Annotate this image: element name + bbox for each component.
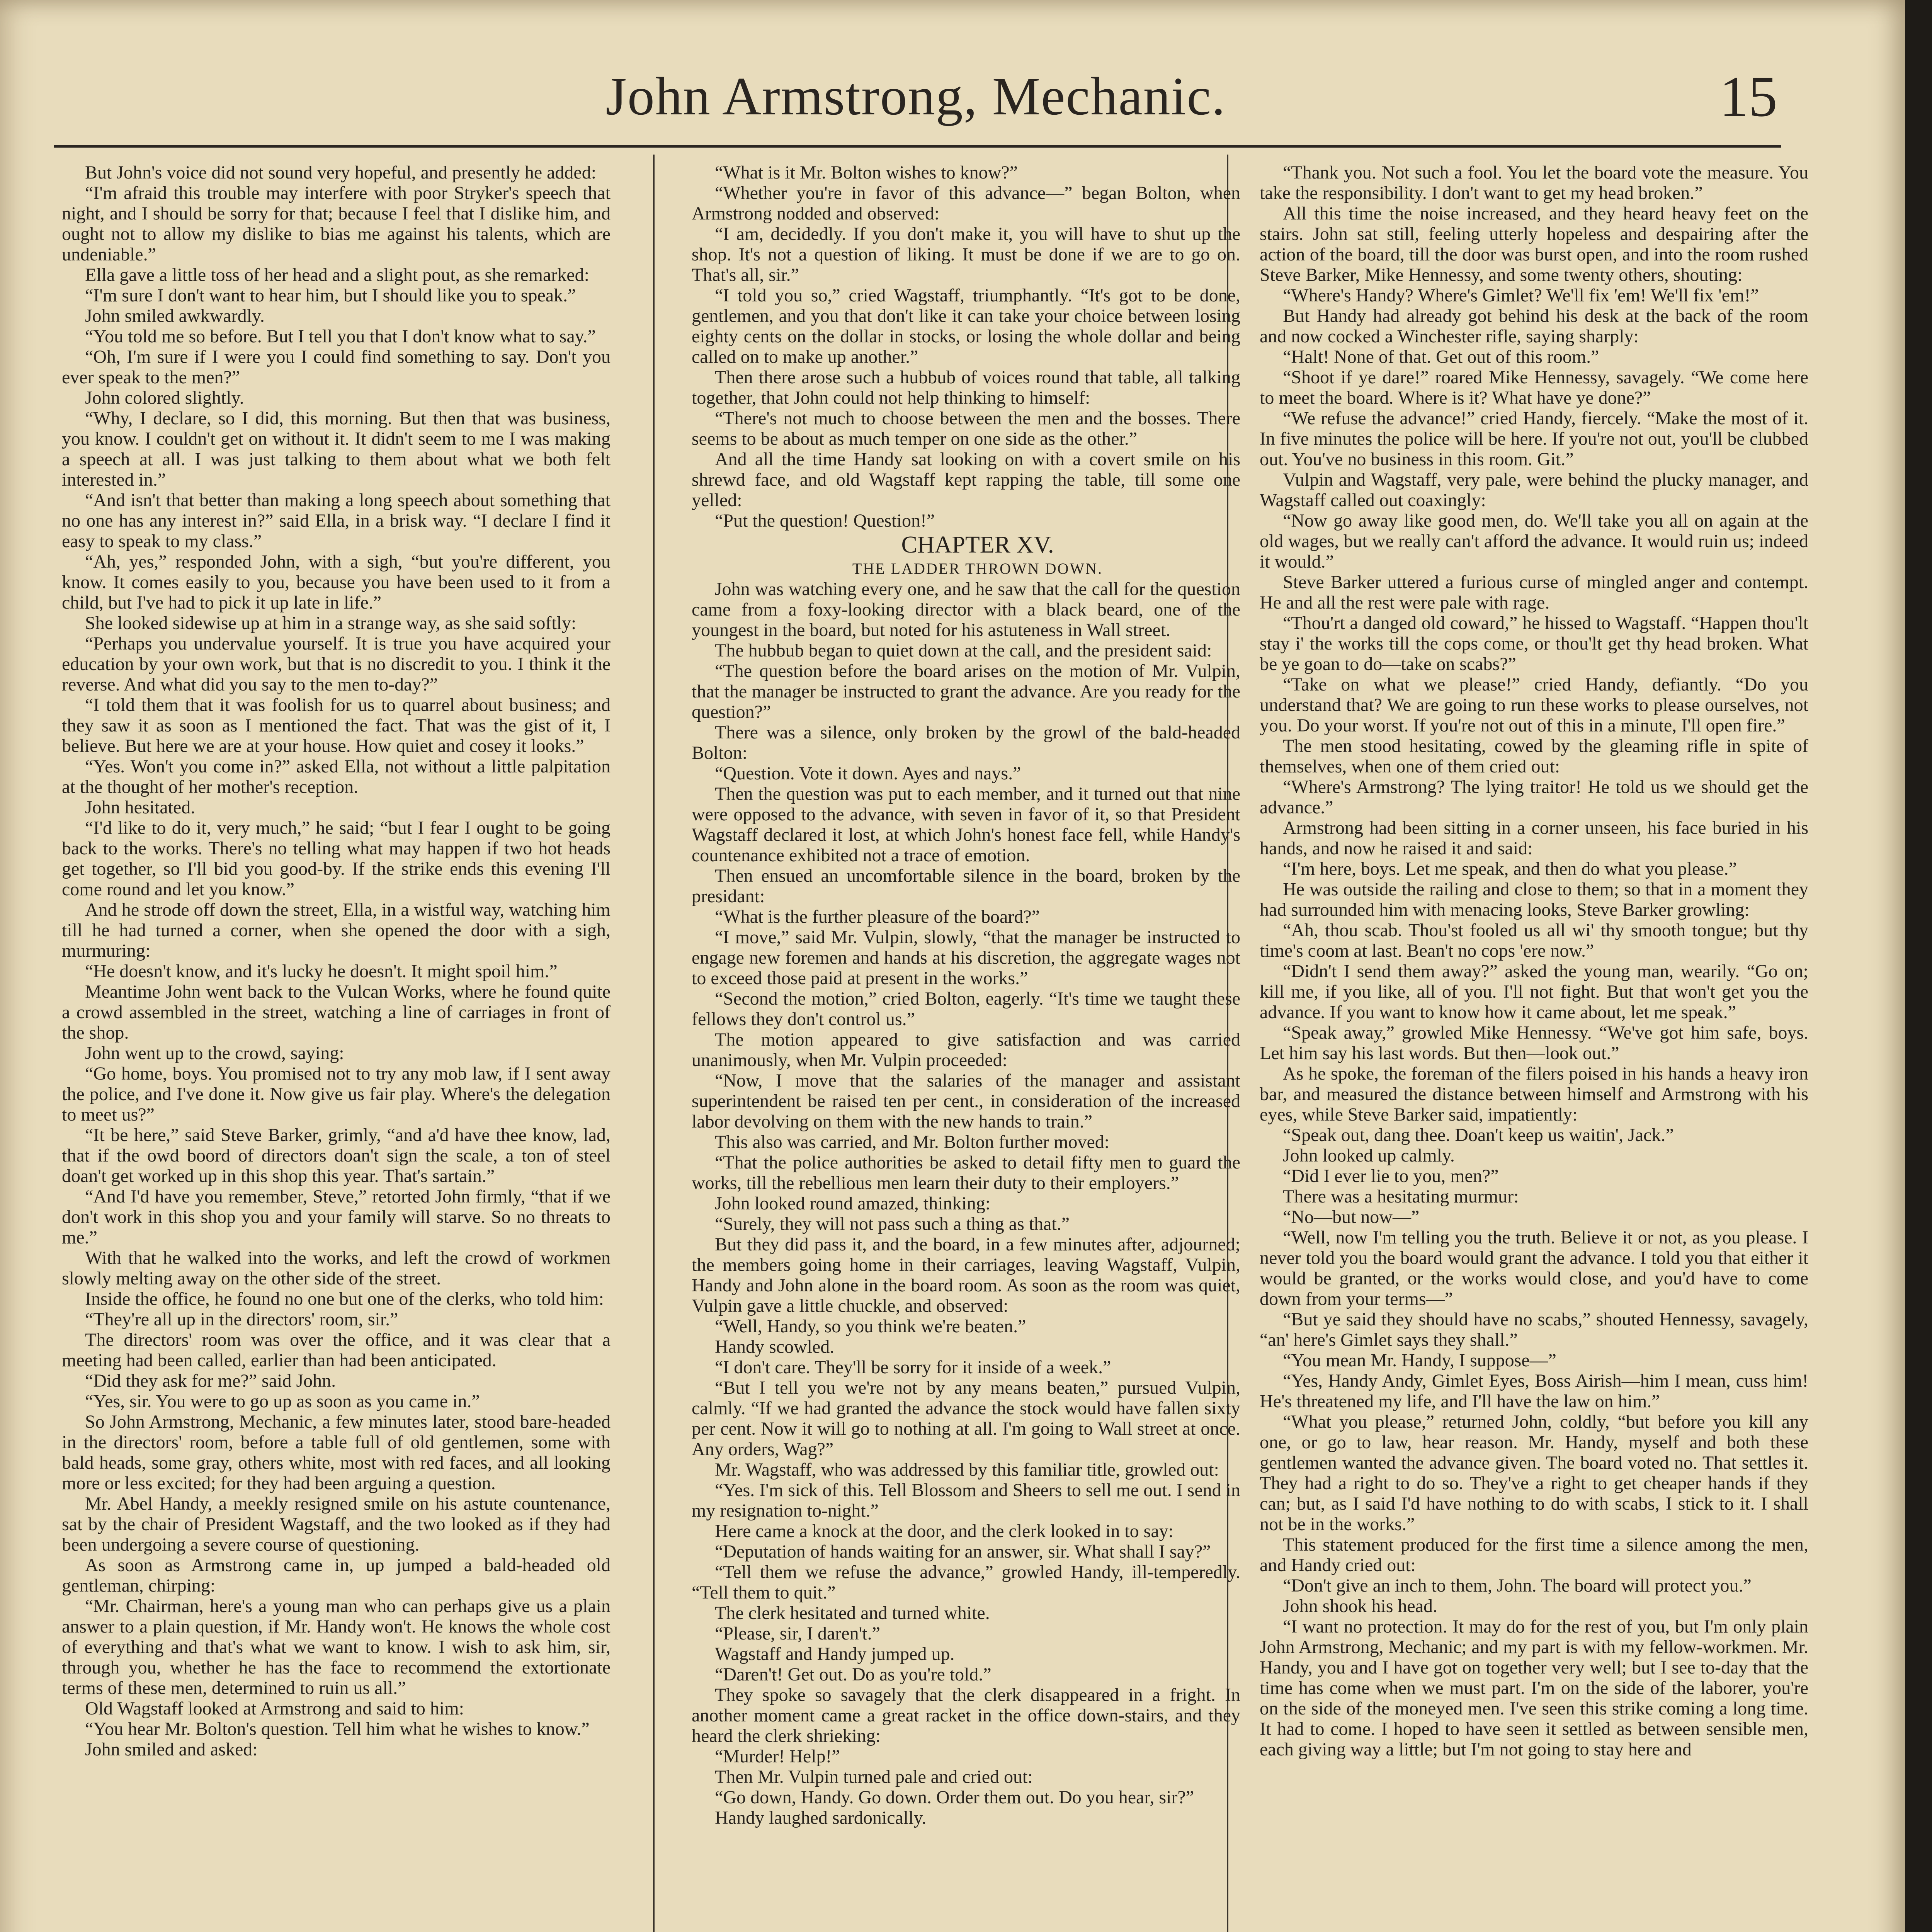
paragraph: Then Mr. Vulpin turned pale and cried out: <box>715 1767 1033 1787</box>
paragraph: “I want no protection. It may do for the rest of you, but I'm only plain John Armstrong, Mechanic; and my part is with my fellow-workmen. Mr. Handy, you and I have got on together very well; but I see to-day that the time has come when we must part. I'm on the side of the laborer, you're on the side of the moneyed men. I've seen this strike coming a long time. It had to come. I hoped to have seen it settled as between sensible men, each giving way a little; but I'm not going to stay here and <box>1260 1616 1808 1760</box>
paragraph: “Tell them we refuse the advance,” growled Handy, ill-temperedly. “Tell them to quit.” <box>692 1562 1240 1603</box>
paragraph: Old Wagstaff looked at Armstrong and said to him: <box>85 1698 464 1719</box>
paragraph: Then the question was put to each member, and it turned out that nine were opposed to the advance, with seven in favor of it, so that President Wagstaff declared it lost, at which John's honest face fell, while Handy's countenance exhibited not a trace of emotion. <box>692 784 1240 866</box>
paragraph: “Did I ever lie to you, men?” <box>1283 1166 1499 1186</box>
paragraph: She looked sidewise up at him in a strange way, as she said softly: <box>85 613 577 633</box>
paragraph: So John Armstrong, Mechanic, a few minutes later, stood bare-headed in the directors' room, before a table full of old gentlemen, some with bald heads, some gray, others white, most with red faces, and all looking more or less excited; for they had been arguing a question. <box>62 1412 611 1493</box>
paragraph: John was watching every one, and he saw that the call for the question came from a foxy-looking director with a black beard, one of the youngest in the board, but noted for his astuteness in Wall street. <box>692 579 1240 640</box>
paragraph: John looked round amazed, thinking: <box>715 1193 991 1214</box>
paragraph: He was outside the railing and close to them; so that in a moment they had surrounded him with menacing looks, Steve Barker growling: <box>1260 879 1808 920</box>
paragraph: The hubbub began to quiet down at the call, and the president said: <box>715 640 1212 661</box>
paragraph: “Ah, yes,” responded John, with a sigh, “but you're different, you know. It comes easily to you, because you have been used to it from a child, but I've had to pick it up late in life.” <box>62 551 611 613</box>
header-rule <box>54 145 1781 148</box>
paragraph: “And I'd have you remember, Steve,” retorted John firmly, “that if we don't work in this shop you and your family will starve. So no threats to me.” <box>62 1186 611 1248</box>
paragraph: Steve Barker uttered a furious curse of mingled anger and contempt. He and all the rest were pale with rage. <box>1260 572 1808 613</box>
paragraph: Vulpin and Wagstaff, very pale, were behind the plucky manager, and Wagstaff called out coaxingly: <box>1260 469 1808 510</box>
paragraph: “Where's Handy? Where's Gimlet? We'll fix 'em! We'll fix 'em!” <box>1283 285 1759 306</box>
paragraph: “Halt! None of that. Get out of this room.” <box>1283 347 1599 367</box>
paragraph: “Speak away,” growled Mike Hennessy. “We've got him safe, boys. Let him say his last words. But then—look out.” <box>1260 1022 1808 1063</box>
paragraph: “I'd like to do it, very much,” he said; “but I fear I ought to be going back to the works. There's no telling what may happen if two hot heads get together, so I'll bid you good-by. If the strike ends this evening I'll come round and let you know.” <box>62 818 611 900</box>
paragraph: The motion appeared to give satisfaction and was carried unanimously, when Mr. Vulpin proceeded: <box>692 1029 1240 1070</box>
paragraph: “I'm afraid this trouble may interfere with poor Stryker's speech that night, and I should be sorry for that; because I feel that I dislike him, and ought not to allow my dislike to bias me against his talents, which are undeniable.” <box>62 183 611 265</box>
paragraph: “Please, sir, I daren't.” <box>715 1623 880 1644</box>
paragraph: But Handy had already got behind his desk at the back of the room and now cocked a Winchester rifle, saying sharply: <box>1260 306 1808 347</box>
paragraph: John smiled awkwardly. <box>85 306 265 326</box>
paragraph: “Oh, I'm sure if I were you I could find something to say. Don't you ever speak to the men?” <box>62 347 611 388</box>
paragraph: This statement produced for the first time a silence among the men, and Handy cried out: <box>1260 1534 1808 1575</box>
paragraph: “No—but now—” <box>1283 1207 1420 1227</box>
paragraph: All this time the noise increased, and they heard heavy feet on the stairs. John sat still, feeling utterly hopeless and despairing after the action of the board, till the door was burst open, and into the room rushed Steve Barker, Mike Hennessy, and some twenty others, shouting: <box>1260 203 1808 285</box>
paragraph: “Put the question! Question!” <box>715 510 935 531</box>
paragraph: “I told them that it was foolish for us to quarrel about business; and they saw it as soon as I mentioned the fact. That was the gist of it, I believe. But here we are at your house. How quiet and cosey it looks.” <box>62 695 611 756</box>
paragraph: Armstrong had been sitting in a corner unseen, his face buried in his hands, and now he raised it and said: <box>1260 818 1808 859</box>
paragraph: “Speak out, dang thee. Doan't keep us waitin', Jack.” <box>1283 1125 1674 1145</box>
paragraph: “Perhaps you undervalue yourself. It is true you have acquired your education by your own work, but that is no discredit to you. I think it the reverse. And what did you say to the men to-day?” <box>62 633 611 695</box>
paragraph: “Where's Armstrong? The lying traitor! He told us we should get the advance.” <box>1260 777 1808 818</box>
column-2-paragraphs <box>692 162 1240 531</box>
paragraph: “What you please,” returned John, coldly, “but before you kill any one, or go to law, hear reason. Mr. Handy, myself and both these gentlemen wanted the advance given. The board voted no. That settles it. They had a right to do so. They've a right to get cheaper hands if they can; but, as I said I'd have nothing to do with scabs, I stick to it. I shall not be in the works.” <box>1260 1412 1808 1534</box>
paragraph: But they did pass it, and the board, in a few minutes after, adjourned; the members going home in their carriages, leaving Wagstaff, Vulpin, Handy and John alone in the board room. As soon as the room was quiet, Vulpin gave a little chuckle, and observed: <box>692 1234 1240 1316</box>
paragraph: “Shoot if ye dare!” roared Mike Hennessy, savagely. “We come here to meet the board. Where is it? What have ye done?” <box>1260 367 1808 408</box>
paragraph: “Whether you're in favor of this advance—” began Bolton, when Armstrong nodded and observed: <box>692 183 1240 224</box>
paragraph: “There's not much to choose between the men and the bosses. There seems to be about as much temper on one side as the other.” <box>692 408 1240 449</box>
paragraph: The clerk hesitated and turned white. <box>715 1603 990 1623</box>
text-column-2 <box>692 162 1240 1932</box>
running-head: John Armstrong, Mechanic. <box>605 66 1226 126</box>
paragraph: “You mean Mr. Handy, I suppose—” <box>1283 1350 1556 1371</box>
paragraph: “Ah, thou scab. Thou'st fooled us all wi' thy smooth tongue; but thy time's coom at last. Bean't no cops 'ere now.” <box>1260 920 1808 961</box>
text-column-3 <box>1260 162 1808 1932</box>
paragraph: “Second the motion,” cried Bolton, eagerly. “It's time we taught these fellows they don't control us.” <box>692 988 1240 1029</box>
paragraph: “Take on what we please!” cried Handy, defiantly. “Do you understand that? We are going to run these works to please ourselves, not you. Do your worst. If you're not out of this in a minute, I'll open fire.” <box>1260 674 1808 736</box>
paragraph: “We refuse the advance!” cried Handy, fiercely. “Make the most of it. In five minutes the police will be here. If you're not out, you'll be clubbed out. You've no business in this room. Git.” <box>1260 408 1808 469</box>
paragraph: “I am, decidedly. If you don't make it, you will have to shut up the shop. It's not a question of liking. It must be done if we are to go on. That's all, sir.” <box>692 224 1240 285</box>
paragraph: “That the police authorities be asked to detail fifty men to guard the works, till the rebellious men learn their duty to their employers.” <box>692 1152 1240 1193</box>
paragraph: John colored slightly. <box>85 388 244 408</box>
paragraph: They spoke so savagely that the clerk disappeared in a fright. In another moment came a great racket in the office down-stairs, and they heard the clerk shrieking: <box>692 1685 1240 1746</box>
paragraph: As soon as Armstrong came in, up jumped a bald-headed old gentleman, chirping: <box>62 1555 611 1596</box>
paragraph: “Go down, Handy. Go down. Order them out. Do you hear, sir?” <box>715 1787 1194 1808</box>
paragraph: “I told you so,” cried Wagstaff, triumphantly. “It's got to be done, gentlemen, and you that don't like it can take your choice between losing eighty cents on the dollar in stocks, or losing the whole dollar and being called on to make up another.” <box>692 285 1240 367</box>
paragraph: The directors' room was over the office, and it was clear that a meeting had been called, earlier than had been anticipated. <box>62 1330 611 1371</box>
paragraph: “The question before the board arises on the motion of Mr. Vulpin, that the manager be instructed to grant the advance. Are you ready for the question?” <box>692 661 1240 722</box>
paragraph: John looked up calmly. <box>1283 1145 1455 1166</box>
paragraph: John went up to the crowd, saying: <box>85 1043 344 1063</box>
paragraph: “Why, I declare, so I did, this morning. But then that was business, you know. I couldn't get on without it. It didn't seem to me I was making a speech at all. I was just talking to them about what we both felt interested in.” <box>62 408 611 490</box>
paragraph: Meantime John went back to the Vulcan Works, where he found quite a crowd assembled in the street, watching a line of carriages in front of the shop. <box>62 981 611 1043</box>
paragraph: John smiled and asked: <box>85 1739 258 1760</box>
paragraph: “I don't care. They'll be sorry for it inside of a week.” <box>715 1357 1111 1378</box>
paragraph: “Now go away like good men, do. We'll take you all on again at the old wages, but we really can't afford the advance. It would ruin us; indeed it would.” <box>1260 510 1808 572</box>
paragraph: “Thank you. Not such a fool. You let the board vote the measure. You take the responsibility. I don't want to get my head broken.” <box>1260 162 1808 203</box>
paragraph: “Surely, they will not pass such a thing as that.” <box>715 1214 1070 1234</box>
paragraph: Here came a knock at the door, and the clerk looked in to say: <box>715 1521 1173 1541</box>
paragraph: John hesitated. <box>85 797 196 818</box>
paragraph: “Well, Handy, so you think we're beaten.” <box>715 1316 1026 1337</box>
chapter-title: CHAPTER XV. <box>901 532 1054 558</box>
paragraph: “They're all up in the directors' room, sir.” <box>85 1309 398 1330</box>
paragraph: This also was carried, and Mr. Bolton further moved: <box>715 1132 1110 1152</box>
paragraph: “I move,” said Mr. Vulpin, slowly, “that the manager be instructed to engage new foremen and hands at his discretion, the aggregate wages not to exceed those paid at present in the works.” <box>692 927 1240 988</box>
paragraph: The men stood hesitating, cowed by the gleaming rifle in spite of themselves, when one of them cried out: <box>1260 736 1808 777</box>
paragraph: “Yes, Handy Andy, Gimlet Eyes, Boss Airish—him I mean, cuss him! He's threatened my life, and I'll have the law on him.” <box>1260 1371 1808 1412</box>
paragraph: “But I tell you we're not by any means beaten,” pursued Vulpin, calmly. “If we had granted the advance the stock would have fallen sixty per cent. Now it will go to nothing at all. I'm going to Wall street at once. Any orders, Wag?” <box>692 1378 1240 1459</box>
paragraph: “Well, now I'm telling you the truth. Believe it or not, as you please. I never told you the board would grant the advance. I told you that either it would be granted, or the works would close, and you'd have to come down from your terms—” <box>1260 1227 1808 1309</box>
paragraph: And he strode off down the street, Ella, in a wistful way, watching him till he had turned a corner, when she opened the door with a sigh, murmuring: <box>62 900 611 961</box>
paragraph: “Thou'rt a danged old coward,” he hissed to Wagstaff. “Happen thou'lt stay i' the works till the cops come, or thou'lt get thy head broken. What be ye goan to do—take on scabs?” <box>1260 613 1808 674</box>
paragraph: “It be here,” said Steve Barker, grimly, “and a'd have thee know, lad, that if the owd boord of directors doan't sign the scale, a ton of steel doan't get worked up in this shop this year. That's sartain.” <box>62 1125 611 1186</box>
paragraph: Ella gave a little toss of her head and a slight pout, as she remarked: <box>85 265 589 285</box>
paragraph: As he spoke, the foreman of the filers poised in his hands a heavy iron bar, and measured the distance between himself and Armstrong with his eyes, while Steve Barker said, impatiently: <box>1260 1063 1808 1125</box>
paragraph: “Didn't I send them away?” asked the young man, wearily. “Go on; kill me, if you like, all of you. I'll not fight. But that won't get you the advance. If you want to know how it came about, let me speak.” <box>1260 961 1808 1022</box>
paragraph: Wagstaff and Handy jumped up. <box>715 1644 955 1664</box>
paragraph: “Murder! Help!” <box>715 1746 840 1767</box>
paragraph: And all the time Handy sat looking on with a covert smile on his shrewd face, and old Wagstaff kept rapping the table, till some one yelled: <box>692 449 1240 510</box>
paragraph: “Daren't! Get out. Do as you're told.” <box>715 1664 992 1685</box>
paragraph: “Don't give an inch to them, John. The board will protect you.” <box>1283 1575 1752 1596</box>
paragraph: But John's voice did not sound very hopeful, and presently he added: <box>85 162 597 183</box>
paragraph: Mr. Wagstaff, who was addressed by this familiar title, growled out: <box>715 1459 1219 1480</box>
paragraph: “Yes. I'm sick of this. Tell Blossom and Sheers to sell me out. I send in my resignation to-night.” <box>692 1480 1240 1521</box>
paragraph: There was a silence, only broken by the growl of the bald-headed Bolton: <box>692 722 1240 763</box>
paragraph: “He doesn't know, and it's lucky he doesn't. It might spoil him.” <box>85 961 558 981</box>
paragraph: “But ye said they should have no scabs,” shouted Hennessy, savagely, “an' here's Gimlet says they shall.” <box>1260 1309 1808 1350</box>
paragraph: “You told me so before. But I tell you that I don't know what to say.” <box>85 326 596 347</box>
paragraph: “I'm sure I don't want to hear him, but I should like you to speak.” <box>85 285 576 306</box>
paragraph: Handy scowled. <box>715 1337 835 1357</box>
paragraph: Inside the office, he found no one but one of the clerks, who told him: <box>85 1289 604 1309</box>
paragraph: “Go home, boys. You promised not to try any mob law, if I sent away the police, and I've done it. Now give us fair play. Where's the delegation to meet us?” <box>62 1063 611 1125</box>
page-number: 15 <box>1719 65 1777 129</box>
paragraph: Handy laughed sardonically. <box>715 1808 927 1828</box>
paragraph: “Yes. Won't you come in?” asked Ella, not without a little palpitation at the thought of her mother's reception. <box>62 756 611 797</box>
page-header <box>54 58 1777 139</box>
paragraph: “What is it Mr. Bolton wishes to know?” <box>715 162 1018 183</box>
text-column-1 <box>62 162 611 1932</box>
paragraph: Then ensued an uncomfortable silence in the board, broken by the presidant: <box>692 866 1240 906</box>
paragraph: “You hear Mr. Bolton's question. Tell him what he wishes to know.” <box>85 1719 590 1739</box>
paragraph: Then there arose such a hubbub of voices round that table, all talking together, that John could not help thinking to himself: <box>692 367 1240 408</box>
paragraph: “I'm here, boys. Let me speak, and then do what you please.” <box>1283 859 1737 879</box>
paragraph: “Deputation of hands waiting for an answer, sir. What shall I say?” <box>715 1541 1211 1562</box>
paragraph: “And isn't that better than making a long speech about something that no one has any interest in?” said Ella, in a brisk way. “I declare I find it easy to speak to my class.” <box>62 490 611 551</box>
paragraph: “What is the further pleasure of the board?” <box>715 906 1040 927</box>
paragraph: “Question. Vote it down. Ayes and nays.” <box>715 763 1021 784</box>
paragraph: Mr. Abel Handy, a meekly resigned smile on his astute countenance, sat by the chair of President Wagstaff, and the two looked as if they had been undergoing a severe course of questioning. <box>62 1493 611 1555</box>
paragraph: John shook his head. <box>1283 1596 1437 1616</box>
paragraph: There was a hesitating murmur: <box>1283 1186 1519 1207</box>
paragraph: “Did they ask for me?” said John. <box>85 1371 336 1391</box>
paragraph: “Now, I move that the salaries of the manager and assistant superintendent be raised ten per cent., in consideration of the increased labor devolving on them with the new hands to train.” <box>692 1070 1240 1132</box>
column-divider <box>653 155 655 1932</box>
chapter-subtitle: THE LADDER THROWN DOWN. <box>852 560 1103 577</box>
paragraph: “Mr. Chairman, here's a young man who can perhaps give us a plain answer to a plain question, if Mr. Handy won't. He knows the whole cost of everything and that's what we want to know. I wish to ask him, sir, through you, whether he has the face to recommend the extortionate terms of these men, determined to ruin us all.” <box>62 1596 611 1698</box>
paragraph: “Yes, sir. You were to go up as soon as you came in.” <box>85 1391 480 1412</box>
column-2-chapter-paragraphs <box>692 579 1240 1828</box>
paragraph: With that he walked into the works, and left the crowd of workmen slowly melting away on the other side of the street. <box>62 1248 611 1289</box>
